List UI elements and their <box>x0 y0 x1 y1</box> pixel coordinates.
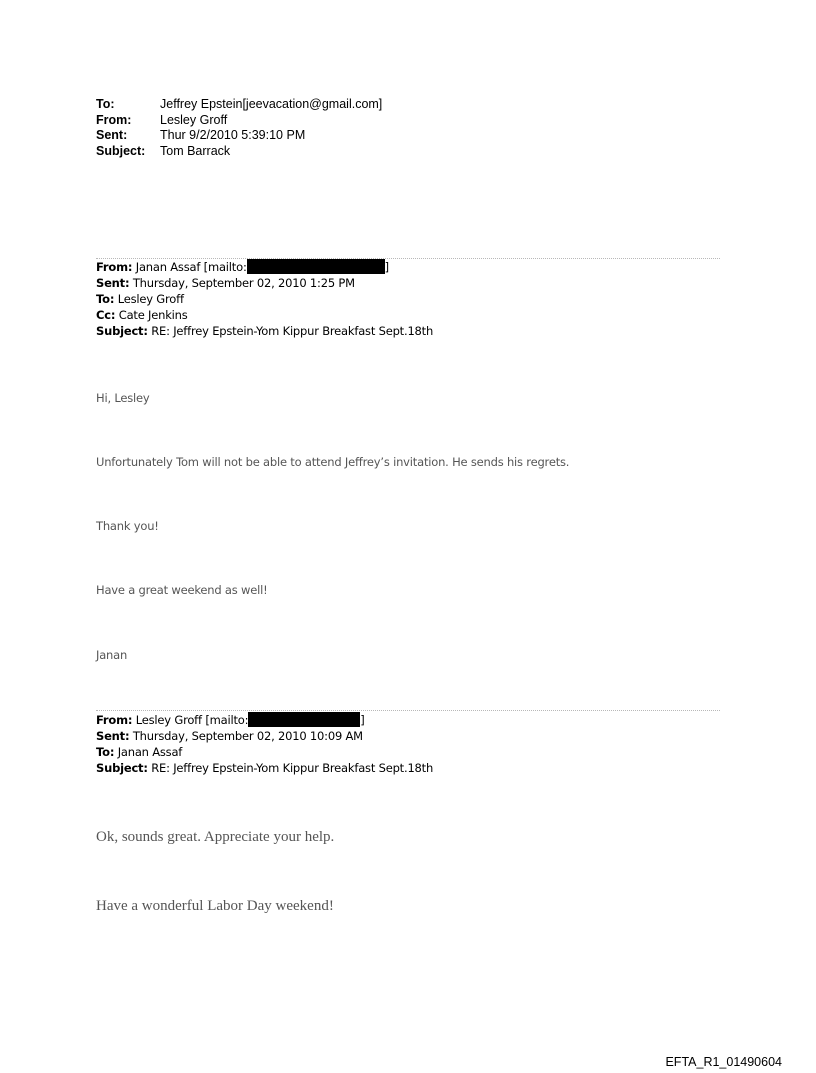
message2-from-label: From: <box>96 713 133 727</box>
document-id: EFTA_R1_01490604 <box>665 1055 782 1069</box>
message1-sent-row <box>96 275 433 291</box>
message1-header <box>96 259 433 339</box>
message1-sent-label: Sent: <box>96 276 130 290</box>
email-header <box>96 97 382 159</box>
message2-subject-row <box>96 760 433 776</box>
header-sent-row <box>96 128 382 144</box>
message2-body-line: Ok, sounds great. Appreciate your help. <box>96 829 335 845</box>
header-sent-value: Thur 9/2/2010 5:39:10 PM <box>160 128 306 142</box>
header-to-label: To: <box>96 97 115 111</box>
message1-body-line: Janan <box>96 648 128 662</box>
message1-body-line: Unfortunately Tom will not be able to attend Jeffrey’s invitation. He sends his regrets. <box>96 455 570 469</box>
message2-from-row <box>96 712 433 728</box>
header-subject-row <box>96 144 382 160</box>
redaction-box <box>247 259 385 274</box>
message1-to-row <box>96 291 433 307</box>
message2-from-value: Lesley Groff [mailto: <box>135 713 249 727</box>
message2-header <box>96 712 433 776</box>
message2-to-label: To: <box>96 745 115 759</box>
message2-sent-value: Thursday, September 02, 2010 10:09 AM <box>132 729 363 743</box>
header-subject-value: Tom Barrack <box>160 143 231 158</box>
redaction-box <box>248 712 360 727</box>
message2-divider <box>96 710 720 711</box>
message1-from-value: Janan Assaf [mailto: <box>135 260 247 274</box>
message1-cc-value: Cate Jenkins <box>118 308 188 322</box>
message1-from-label: From: <box>96 260 133 274</box>
message1-body-line: Have a great weekend as well! <box>96 583 268 597</box>
message2-sent-label: Sent: <box>96 729 130 743</box>
message2-to-row <box>96 744 433 760</box>
message2-from-close: ] <box>360 713 365 727</box>
message1-to-value: Lesley Groff <box>117 292 184 306</box>
message1-body-line: Hi, Lesley <box>96 391 150 405</box>
message2-body-line: Have a wonderful Labor Day weekend! <box>96 898 334 914</box>
header-to-value: Jeffrey Epstein[jeevacation@gmail.com] <box>160 97 383 111</box>
message1-from-close: ] <box>384 260 389 274</box>
message1-cc-label: Cc: <box>96 308 116 322</box>
message1-subject-label: Subject: <box>96 324 148 338</box>
message2-to-value: Janan Assaf <box>117 745 183 759</box>
message1-subject-value: RE: Jeffrey Epstein-Yom Kippur Breakfast Sept.18th <box>151 324 434 338</box>
message1-sent-value: Thursday, September 02, 2010 1:25 PM <box>132 276 355 290</box>
message2-subject-label: Subject: <box>96 761 148 775</box>
message1-to-label: To: <box>96 292 115 306</box>
message2-subject-value: RE: Jeffrey Epstein-Yom Kippur Breakfast Sept.18th <box>151 761 434 775</box>
header-from-label: From: <box>96 112 132 127</box>
header-from-value: Lesley Groff <box>160 112 228 127</box>
header-subject-label: Subject: <box>96 143 146 158</box>
header-sent-label: Sent: <box>96 128 128 142</box>
message1-from-row <box>96 259 433 275</box>
message1-subject-row <box>96 323 433 339</box>
header-from-row <box>96 113 382 129</box>
message1-body-line: Thank you! <box>96 519 159 533</box>
message2-sent-row <box>96 728 433 744</box>
message1-cc-row <box>96 307 433 323</box>
header-to-row <box>96 97 382 113</box>
